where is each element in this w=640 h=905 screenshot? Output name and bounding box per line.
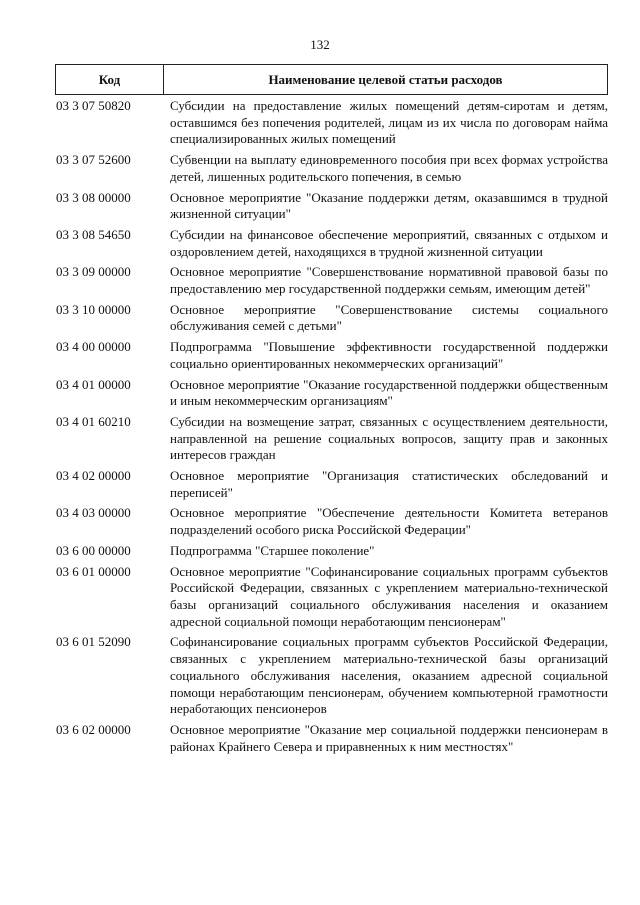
row-name: Субвенции на выплату единовременного пособия при всех формах устройства детей, лишенных родительского попечения, в семью — [170, 152, 608, 184]
table-row — [55, 339, 608, 372]
row-code: 03 6 02 00000 — [56, 721, 131, 737]
table-row — [55, 543, 608, 560]
table-row — [55, 264, 608, 297]
table-row — [55, 98, 608, 148]
row-code: 03 4 01 60210 — [56, 413, 131, 429]
row-code: 03 6 01 00000 — [56, 563, 131, 579]
table-row — [55, 634, 608, 718]
table-row — [55, 468, 608, 501]
row-code: 03 3 08 00000 — [56, 189, 131, 205]
row-code: 03 3 08 54650 — [56, 226, 131, 242]
table-row — [55, 377, 608, 410]
header-code: Код — [55, 65, 164, 94]
table-row — [55, 505, 608, 538]
row-name: Подпрограмма "Старшее поколение" — [170, 542, 375, 558]
row-name: Основное мероприятие "Оказание поддержки детям, оказавшимся в трудной жизненной ситуации" — [170, 189, 608, 222]
table-row — [55, 152, 608, 185]
row-code: 03 3 10 00000 — [56, 301, 131, 317]
row-name: Субсидии на возмещение затрат, связанных с осуществлением деятельности, направленной на решение социальных вопросов, защиту прав и законных интересов граждан — [170, 413, 608, 463]
header-name: Наименование целевой статьи расходов — [164, 65, 608, 94]
table-body — [55, 98, 608, 755]
row-code: 03 3 09 00000 — [56, 264, 131, 280]
table-row — [55, 414, 608, 464]
table-row — [55, 190, 608, 223]
row-code: 03 3 07 52600 — [56, 152, 131, 168]
row-name: Софинансирование социальных программ субъектов Российской Федерации, связанных с укреплением материально-технической базы организаций социального обслуживания населения, оказанием адресной социальной помощи неработающим пенсионерам, обучением компьютерной грамотности неработающих пенсионеров — [170, 634, 608, 717]
row-name: Основное мероприятие "Совершенствование нормативной правовой базы по предоставлению мер государственной поддержки семьям, имеющим детей" — [170, 264, 608, 297]
row-code: 03 3 07 50820 — [56, 98, 131, 113]
table-header — [55, 64, 608, 95]
row-name: Субсидии на финансовое обеспечение мероприятий, связанных с отдыхом и оздоровлением детей, находящихся в трудной жизненной ситуации — [170, 226, 608, 259]
row-code: 03 4 00 00000 — [56, 339, 131, 355]
row-name: Основное мероприятие "Софинансирование социальных программ субъектов Российской Федерации, связанных с укреплением материально-технической базы организаций социального обслуживания населения и оказанием адресной социальной помощи неработающим пенсионерам" — [170, 563, 608, 629]
row-name: Основное мероприятие "Совершенствование системы социального обслуживания семей с детьми" — [170, 301, 608, 334]
row-code: 03 6 00 00000 — [56, 542, 131, 558]
row-name: Основное мероприятие "Оказание государственной поддержки общественным и иным некоммерческим организациям" — [170, 376, 608, 409]
row-name: Подпрограмма "Повышение эффективности государственной поддержки социально ориентированных некоммерческих организаций" — [170, 339, 608, 371]
row-code: 03 4 01 00000 — [56, 376, 131, 392]
table-row — [55, 722, 608, 755]
row-name: Основное мероприятие "Обеспечение деятельности Комитета ветеранов подразделений особого риска Российской Федерации" — [170, 505, 608, 538]
row-code: 03 4 02 00000 — [56, 468, 131, 484]
row-name: Субсидии на предоставление жилых помещений детям-сиротам и детям, оставшимся без попечения родителей, лицам из их числа по договорам найма специализированных жилых помещений — [170, 98, 608, 147]
row-name: Основное мероприятие "Оказание мер социальной поддержки пенсионерам в районах Крайнего Севера и приравненных к ним местностях" — [170, 721, 608, 754]
budget-code-table — [55, 64, 608, 759]
row-name: Основное мероприятие "Организация статистических обследований и переписей" — [170, 468, 608, 500]
row-code: 03 6 01 52090 — [56, 634, 131, 650]
row-code: 03 4 03 00000 — [56, 505, 131, 521]
table-row — [55, 564, 608, 631]
table-row — [55, 227, 608, 260]
page-number: 132 — [310, 37, 330, 52]
table-row — [55, 302, 608, 335]
